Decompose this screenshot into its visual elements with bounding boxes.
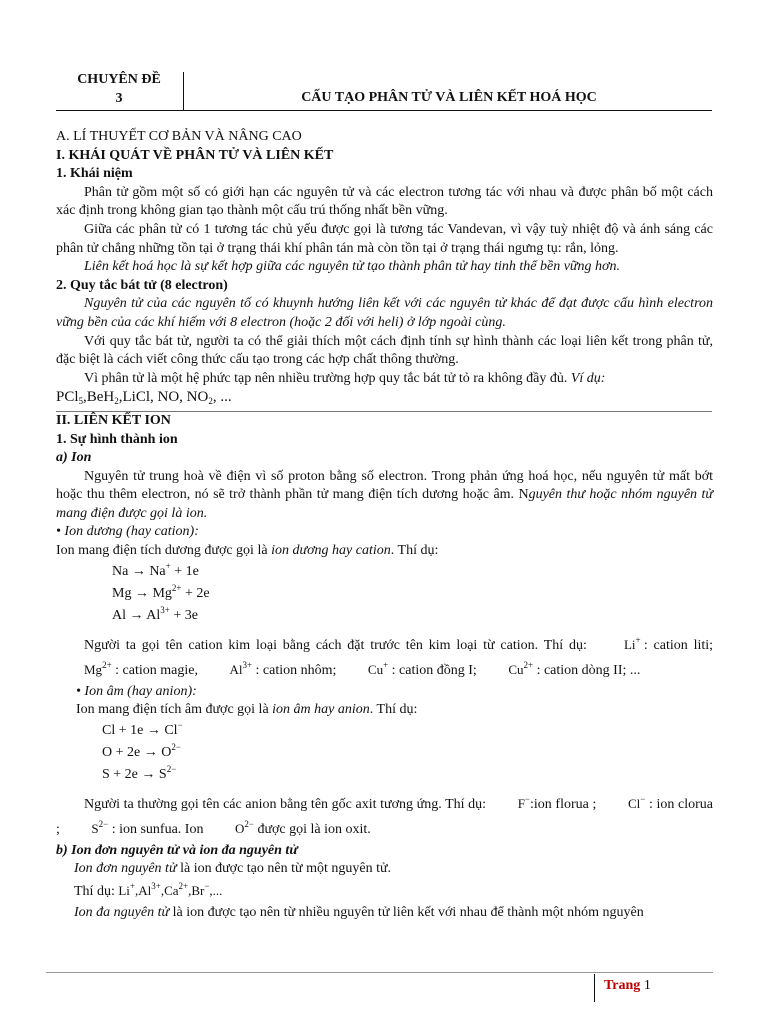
- page-label: Trang: [604, 978, 641, 993]
- anion-definition-tail: . Thí dụ:: [369, 702, 418, 718]
- equation-na: Na → Na+ + 1e: [112, 560, 199, 579]
- paragraph-6-text: Vì phân tử là một hệ phức tạp nên nhiều trường hợp quy tắc bát tử tỏ ra không đầy đủ.: [84, 370, 568, 386]
- section-1-heading: I. KHÁI QUÁT VỀ PHÂN TỬ VÀ LIÊN KẾT: [56, 147, 334, 163]
- s-anion-formula: $S^{2-}$: [91, 818, 109, 836]
- cu1-cation-formula: Cu+: [367, 659, 389, 677]
- paragraph-4: Nguyên tử của các nguyên tố có khuynh hướng liên kết với các nguyên tử khác để đạt được cấu hình electron vững bền của các khí hiếm với 8 electron (hoặc 2 đối với heli) ở lớp ngoài cùng.: [56, 296, 713, 330]
- header-rule: [56, 110, 712, 111]
- monatomic-ion-definition: [56, 860, 713, 879]
- cation-definition-text: Ion mang điện tích dương được gọi là: [56, 543, 268, 559]
- monatomic-ion-example: [56, 879, 713, 904]
- cu1-cation-name: : cation đồng I;: [391, 662, 477, 678]
- o-anion-formula: $O^{2-}$: [234, 818, 254, 836]
- example-label: Ví dụ:: [570, 370, 606, 386]
- cation-naming-lead: Người ta gọi tên cation kim loại bằng cách đặt trước tên kim loại từ cation. Thí dụ:: [84, 637, 587, 653]
- li-cation-formula: Li+: [620, 634, 641, 652]
- paragraph-2: Giữa các phân tử có 1 tương tác chủ yếu được gọi là tương tác Vandevan, vì vậy tuỳ nhiệt độ và ánh sáng các phân tử chẳng những tồn tại ở trạng thái khí phân tán mà còn tồn tại ở trạng thái ngưng tụ: rắn, lỏng.: [56, 221, 713, 256]
- mg-cation-formula: $Mg^{2+}$: [84, 659, 112, 677]
- paragraph-6: [56, 370, 713, 389]
- ion-definition: guyên thư hoặc nhóm nguyên tử mang điện được gọi là ion.: [56, 487, 713, 521]
- subsection-a-heading: a) Ion: [56, 450, 92, 466]
- cl-anion-name: : ion clorua ;: [56, 796, 714, 837]
- anion-naming-lead: Người ta thường gọi tên các anion bằng tên gốc axit tương ứng. Thí dụ:: [84, 796, 487, 812]
- topic-label: CHUYÊN ĐỀ: [77, 72, 161, 87]
- paragraph-3: Liên kết hoá học là sự kết hợp giữa các nguyên tử tạo thành phân tử hay tinh thể bền vững hơn.: [84, 259, 621, 275]
- equation-mg: $Mg \to Mg^{2+} + 2e$: [112, 582, 210, 601]
- al-cation-name: : cation nhôm;: [255, 662, 337, 678]
- section-1-1-heading: 1. Khái niệm: [56, 166, 133, 182]
- anion-term: ion âm hay anion: [272, 702, 370, 718]
- s-anion-name: : ion sunfua. Ion: [111, 821, 204, 837]
- equation-s: $S + 2e \to S^{2-}$: [102, 763, 177, 782]
- cu2-cation-formula: $Cu^{2+}$: [508, 659, 534, 677]
- octet-exception-formulas: PCl$_5$,BeH$_2$,LiCl, NO, $NO_2$, ...: [56, 389, 232, 407]
- section-2-heading: II. LIÊN KẾT ION: [56, 412, 171, 428]
- anion-naming-paragraph: [56, 792, 713, 842]
- polyatomic-ion-definition: [56, 904, 713, 923]
- anion-definition: [56, 701, 713, 720]
- monatomic-ion-term: Ion đơn nguyên tử: [74, 861, 177, 877]
- page-title: CẤU TẠO PHÂN TỬ VÀ LIÊN KẾT HOÁ HỌC: [301, 90, 597, 105]
- equation-al: $Al \to Al^{3+} + 3e$: [112, 604, 198, 623]
- page-footer: [604, 978, 651, 994]
- o-anion-name: được gọi là ion oxit.: [257, 821, 371, 837]
- anion-definition-text: Ion mang điện tích âm được gọi là: [76, 702, 269, 718]
- topic-number: 3: [115, 91, 123, 106]
- equation-cl: Cl + 1e → Cl−: [102, 719, 183, 738]
- cl-anion-formula: Cl−: [628, 793, 646, 811]
- cation-definition: [56, 542, 713, 561]
- topic-label-block: [56, 70, 182, 108]
- part-a-heading: A. LÍ THUYẾT CƠ BẢN VÀ NÂNG CAO: [56, 129, 302, 144]
- cation-term: ion dương hay cation: [271, 543, 391, 559]
- footer-divider: [594, 974, 595, 1002]
- subsection-b-heading: b) Ion đơn nguyên tử và ion đa nguyên tử: [56, 842, 298, 858]
- cation-naming-paragraph: [56, 633, 713, 683]
- cation-definition-tail: . Thí dụ:: [390, 543, 439, 559]
- equation-o: $O + 2e \to O^{2-}$: [102, 741, 181, 760]
- document-body: [56, 128, 713, 923]
- section-1-2-heading: 2. Quy tắc bát tử (8 electron): [56, 277, 228, 293]
- cation-heading: • Ion dương (hay cation):: [56, 524, 199, 540]
- section-2-1-heading: 1. Sự hình thành ion: [56, 431, 178, 447]
- al-cation-formula: $Al^{3+}$: [229, 659, 253, 677]
- li-cation-name: : cation liti;: [643, 637, 714, 653]
- monatomic-ion-text: là ion được tạo nên từ một nguyên tử.: [180, 861, 392, 877]
- anion-heading: • Ion âm (hay anion):: [76, 683, 197, 699]
- paragraph-7: [56, 468, 713, 524]
- paragraph-7-text: Nguyên tử trung hoà về điện vì số proton bằng số electron. Trong phản ứng hoá học, nếu nguyên tử mất bớt hoặc thu thêm electron, nó sẽ trở thành phần tử mang điện tích dương hoặc âm. N: [56, 468, 713, 503]
- example-label-b: Thí dụ:: [74, 884, 115, 900]
- polyatomic-ion-term: Ion đa nguyên tử: [74, 905, 170, 921]
- polyatomic-ion-text: là ion được tạo nên từ nhiều nguyên tử liên kết với nhau để thành một nhóm nguyên: [172, 905, 644, 921]
- mg-cation-name: : cation magie,: [115, 662, 198, 678]
- cu2-cation-name: : cation dòng II; ...: [536, 662, 641, 678]
- monatomic-ion-formulas: $Li^+,Al^{3+},Ca^{2+},Br^-$,...: [118, 881, 223, 899]
- paragraph-5: Với quy tắc bát tử, người ta có thể giải thích một cách định tính sự hình thành các loại liên kết trong phân tử, đặc biệt là cách viết công thức cấu tạo trong các hợp chất thông thường.: [56, 333, 713, 368]
- f-anion-formula: F−: [517, 793, 530, 811]
- footer-rule: [46, 972, 713, 973]
- paragraph-1: Phân tử gồm một số có giới hạn các nguyên tử và các electron tương tác với nhau và được phân bố một cách xác định trong không gian tạo thành một cấu trú thống nhất bền vững.: [56, 184, 713, 219]
- f-anion-name: :ion florua ;: [530, 796, 597, 812]
- page-number: 1: [643, 978, 651, 993]
